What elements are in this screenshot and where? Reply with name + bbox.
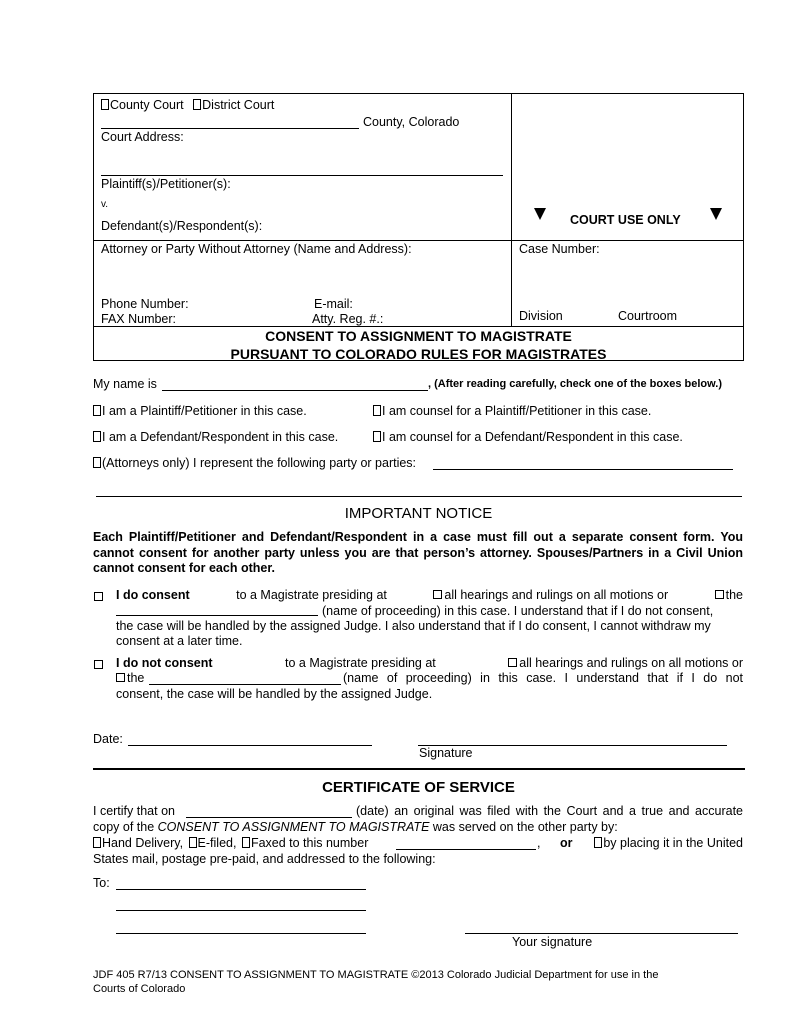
defendants-label: Defendant(s)/Respondent(s):: [101, 219, 263, 233]
represented-parties-line-2[interactable]: [96, 496, 742, 497]
court-type-row: [101, 98, 274, 112]
county-name-line[interactable]: [101, 128, 359, 129]
do-consent-text-d: consent at a later time.: [116, 634, 243, 648]
hand-delivery-checkbox[interactable]: [93, 837, 101, 848]
do-consent-label: I do consent: [116, 588, 190, 602]
arrow-down-icon: [710, 208, 722, 220]
do-consent-text-a: to a Magistrate presiding at: [236, 588, 387, 602]
faxed-label: Faxed to this number: [250, 836, 369, 850]
do-not-consent-checkbox[interactable]: [94, 660, 103, 669]
county-colorado-label: County, Colorado: [363, 115, 460, 129]
atty-reg-label: Atty. Reg. #.:: [312, 312, 384, 326]
court-address-line[interactable]: [101, 175, 503, 176]
do-consent-line1: [116, 588, 743, 602]
do-consent-proceeding-checkbox[interactable]: [715, 590, 724, 599]
copy-text-a: copy of the: [93, 820, 158, 834]
do-not-consent-text-c: consent, the case will be handled by the assigned Judge.: [116, 687, 433, 701]
fax-label: FAX Number:: [101, 312, 177, 326]
all-hearings-text: all hearings and rulings on all motions or: [519, 656, 743, 670]
do-not-consent-label: I do not consent: [116, 656, 213, 670]
attorney-label: Attorney or Party Without Attorney (Name and Address):: [101, 242, 412, 256]
division-label: Division: [519, 309, 563, 323]
mail-checkbox[interactable]: [594, 837, 602, 848]
certificate-heading: CERTIFICATE OF SERVICE: [322, 779, 515, 796]
plaintiffs-label: Plaintiff(s)/Petitioner(s):: [101, 177, 231, 191]
date-label: Date:: [93, 732, 123, 746]
district-court-checkbox[interactable]: [193, 99, 201, 110]
do-not-consent-line1: [116, 656, 743, 670]
to-label: To:: [93, 876, 110, 890]
your-signature-label: Your signature: [512, 935, 593, 949]
by-placing-label: by placing it in the United: [603, 836, 743, 850]
attorneys-only-checkbox[interactable]: [93, 457, 101, 468]
plaintiff-option-label: I am a Plaintiff/Petitioner in this case.: [102, 404, 307, 418]
caption-divider-h2: [93, 326, 744, 327]
do-not-consent-proceeding-line[interactable]: [149, 684, 341, 685]
notice-body: Each Plaintiff/Petitioner and Defendant/Respondent in a case must fill out a separate consent form. You cannot consent for another party unless you are that person’s attorney. Spouses/Partners in a Civil Union cannot consent for each other.: [93, 530, 743, 575]
certify-text-a: I certify that on: [93, 804, 175, 818]
the-text: the: [127, 671, 145, 685]
my-name-line[interactable]: [162, 390, 428, 391]
plaintiff-checkbox[interactable]: [93, 405, 101, 416]
form-title-line2: PURSUANT TO COLORADO RULES FOR MAGISTRATES: [230, 346, 607, 362]
fax-number-line[interactable]: [396, 849, 536, 850]
versus-label: v.: [101, 199, 109, 210]
counsel-defendant-option-label: I am counsel for a Defendant/Respondent in this case.: [382, 430, 683, 444]
instruction-text: , (After reading carefully, check one of the boxes below.): [428, 378, 723, 390]
footer-line1: JDF 405 R7/13 CONSENT TO ASSIGNMENT TO MAGISTRATE ©2013 Colorado Judicial Department for use in the: [93, 969, 659, 981]
or-label: or: [560, 836, 573, 850]
copy-text: [93, 820, 618, 834]
do-not-consent-text-b: (name of proceeding) in this case. I understand that if I do not: [343, 671, 743, 685]
county-court-checkbox[interactable]: [101, 99, 109, 110]
my-name-label: My name is: [93, 377, 157, 391]
do-consent-text-b: (name of proceeding) in this case. I understand that if I do not consent,: [322, 604, 714, 618]
efiled-checkbox[interactable]: [189, 837, 197, 848]
phone-label: Phone Number:: [101, 297, 189, 311]
address-line-2[interactable]: [116, 910, 366, 911]
county-court-label: County Court: [110, 98, 184, 112]
court-use-only-label: COURT USE ONLY: [570, 213, 681, 227]
states-mail-text: States mail, postage pre-paid, and addressed to the following:: [93, 852, 436, 866]
all-hearings-text: all hearings and rulings on all motions or: [444, 588, 669, 602]
caption-divider-h1: [93, 240, 744, 241]
date-line[interactable]: [128, 745, 372, 746]
represented-parties-line[interactable]: [433, 469, 733, 470]
the-text: the: [725, 588, 743, 602]
do-consent-checkbox[interactable]: [94, 592, 103, 601]
email-label: E-mail:: [314, 297, 353, 311]
do-not-consent-all-hearings-checkbox[interactable]: [508, 658, 517, 667]
do-consent-proceeding-line[interactable]: [116, 615, 318, 616]
footer-line2: Courts of Colorado: [93, 983, 186, 995]
attorneys-only-label: (Attorneys only) I represent the following party or parties:: [102, 456, 417, 470]
hand-delivery-label: Hand Delivery,: [102, 836, 184, 850]
certify-date-line[interactable]: [186, 817, 352, 818]
do-consent-text-c: the case will be handled by the assigned Judge. I also understand that if I do consent, I cannot withdraw my: [116, 619, 711, 633]
form-title-line1: CONSENT TO ASSIGNMENT TO MAGISTRATE: [265, 328, 572, 344]
certify-text-b: (date) an original was filed with the Court and a true and accurate: [356, 804, 743, 818]
address-line-3[interactable]: [116, 933, 366, 934]
do-not-consent-proceeding-checkbox[interactable]: [116, 673, 125, 682]
defendant-option-label: I am a Defendant/Respondent in this case.: [102, 430, 339, 444]
case-number-label: Case Number:: [519, 242, 600, 256]
counsel-plaintiff-option-label: I am counsel for a Plaintiff/Petitioner in this case.: [382, 404, 652, 418]
service-methods-row: [93, 836, 368, 850]
counsel-defendant-checkbox[interactable]: [373, 431, 381, 442]
court-address-label: Court Address:: [101, 130, 184, 144]
defendant-checkbox[interactable]: [93, 431, 101, 442]
efiled-label: E-filed,: [197, 836, 237, 850]
address-line-1[interactable]: [116, 889, 366, 890]
copy-document-title: CONSENT TO ASSIGNMENT TO MAGISTRATE: [157, 820, 430, 834]
district-court-label: District Court: [202, 98, 275, 112]
notice-heading: IMPORTANT NOTICE: [344, 505, 493, 522]
courtroom-label: Courtroom: [618, 309, 678, 323]
copy-text-b: was served on the other party by:: [429, 820, 618, 834]
counsel-plaintiff-checkbox[interactable]: [373, 405, 381, 416]
do-consent-all-hearings-checkbox[interactable]: [433, 590, 442, 599]
do-not-consent-text-a: to a Magistrate presiding at: [285, 656, 436, 670]
caption-divider-vertical: [511, 93, 512, 327]
faxed-checkbox[interactable]: [242, 837, 250, 848]
your-signature-line[interactable]: [465, 933, 738, 934]
signature-label: Signature: [419, 746, 473, 760]
arrow-down-icon: [534, 208, 546, 220]
section-divider: [93, 768, 745, 770]
